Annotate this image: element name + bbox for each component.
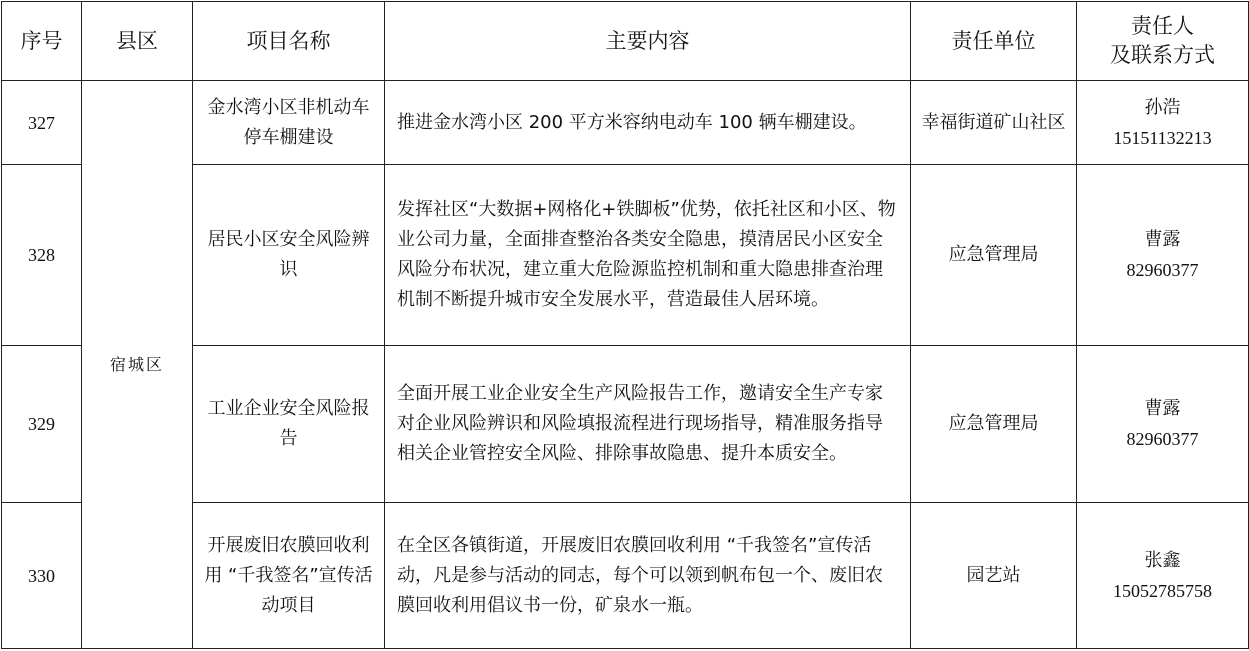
header-project: 项目名称 (193, 2, 385, 81)
row-contact (1077, 503, 1249, 649)
contact-name: 曹露 (1144, 398, 1181, 419)
project-table (1, 1, 1249, 649)
row-unit: 应急管理局 (911, 165, 1077, 346)
row-contact (1077, 346, 1249, 503)
header-row (2, 2, 1249, 81)
contact-name: 孙浩 (1144, 96, 1181, 118)
row-content (385, 503, 911, 649)
table-row (2, 81, 1249, 165)
contact-phone: 82960377 (1126, 429, 1199, 449)
row-contact (1077, 81, 1249, 165)
row-project: 工业企业安全风险报告 (193, 346, 385, 503)
row-project: 金水湾小区非机动车停车棚建设 (193, 81, 385, 165)
row-unit: 应急管理局 (911, 346, 1077, 503)
row-index: 330 (2, 503, 82, 649)
header-content: 主要内容 (385, 2, 911, 81)
county-cell: 宿城区 (82, 81, 193, 649)
row-contact (1077, 165, 1249, 346)
row-content-text: 在全区各镇街道，开展废旧农膜回收利用 “千我签名”宣传活动，凡是参与活动的同志，每个可以领到帆布包一个、废旧农膜回收利用倡议书一份，矿泉水一瓶。 (397, 534, 883, 616)
header-index: 序号 (2, 2, 82, 81)
row-index: 328 (2, 165, 82, 346)
row-unit: 园艺站 (911, 503, 1077, 649)
row-content-text: 全面开展工业企业安全生产风险报告工作，邀请安全生产专家对企业风险辨识和风险填报流程进行现场指导，精准服务指导相关企业管控安全风险、排除事故隐患、提升本质安全。 (397, 383, 883, 464)
header-contact (1077, 2, 1249, 81)
row-unit: 幸福街道矿山社区 (911, 81, 1077, 165)
contact-phone: 15052785758 (1113, 580, 1212, 601)
row-index: 327 (2, 81, 82, 165)
header-unit: 责任单位 (911, 2, 1077, 81)
contact-name: 张鑫 (1144, 549, 1181, 571)
contact-phone: 82960377 (1126, 260, 1199, 280)
row-content-text: 推进金水湾小区 200 平方米容纳电动车 100 辆车棚建设。 (397, 111, 867, 133)
row-content (385, 81, 911, 165)
row-content-text: 发挥社区“大数据+网格化+铁脚板”优势，依托社区和小区、物业公司力量，全面排查整治各类安全隐患，摸清居民小区安全风险分布状况，建立重大危险源监控机制和重大隐患排查治理机制不断提升城市安全发展水平，营造最佳人居环境。 (397, 199, 896, 310)
row-project: 居民小区安全风险辨识 (193, 165, 385, 346)
header-contact-line2: 及联系方式 (1110, 43, 1215, 67)
contact-name: 曹露 (1144, 229, 1181, 250)
header-county: 县区 (82, 2, 193, 81)
row-index: 329 (2, 346, 82, 503)
row-content (385, 165, 911, 346)
row-content (385, 346, 911, 503)
header-contact-line1: 责任人 (1131, 14, 1194, 38)
contact-phone: 15151132213 (1113, 127, 1212, 148)
row-project: 开展废旧农膜回收利用 “千我签名”宣传活动项目 (193, 503, 385, 649)
